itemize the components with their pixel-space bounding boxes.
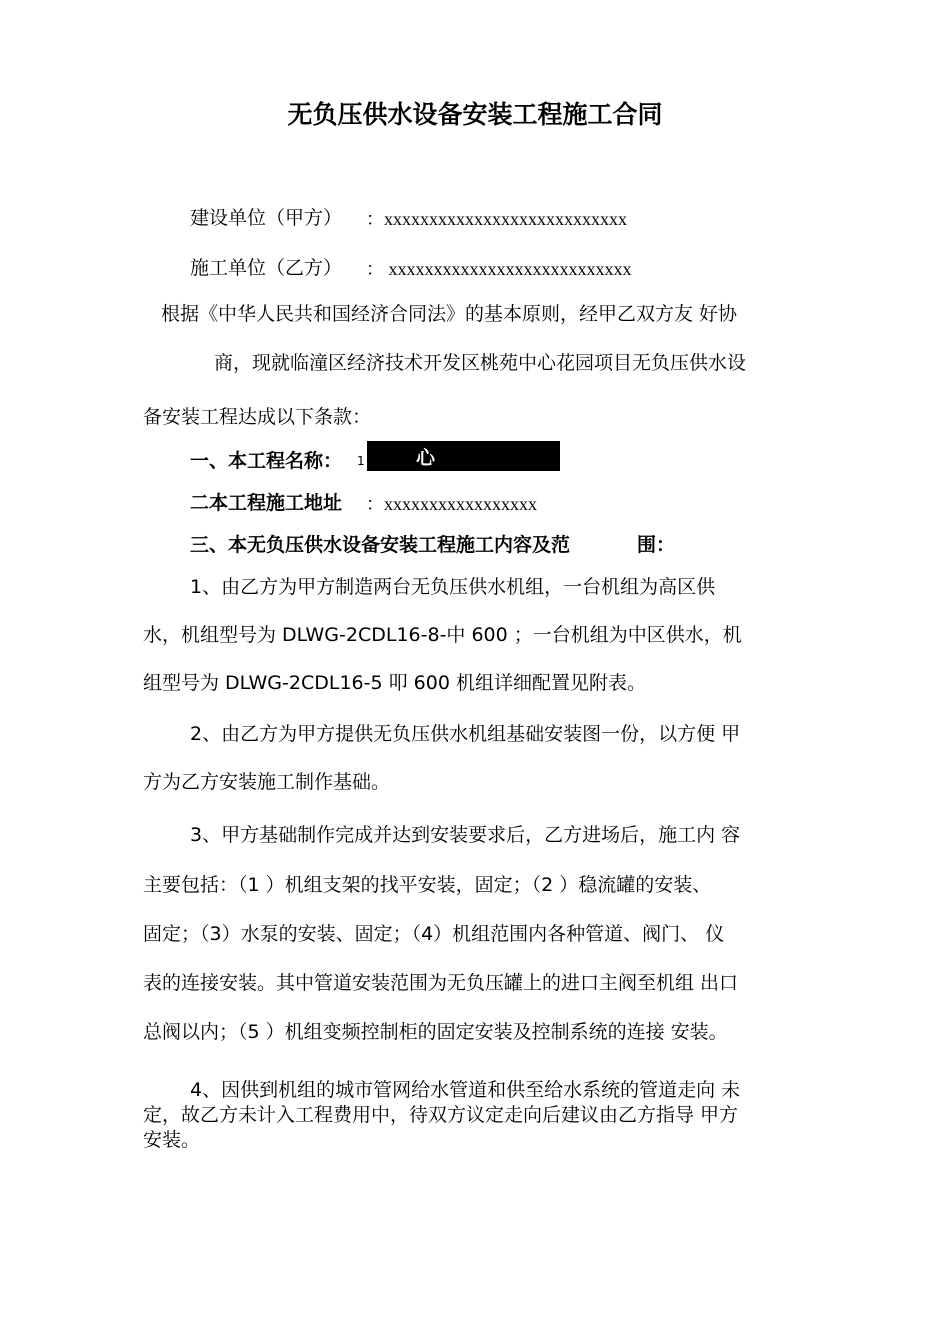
contract-title: 无负压供水设备安装工程施工合同 [287, 100, 663, 129]
redacted-project-name: 心 [416, 447, 436, 469]
paragraph-4-line-2: 定，故乙方未计入工程费用中，待双方议定走向后建议由乙方指导 甲方 [143, 1104, 739, 1126]
party-b-label: 施工单位（乙方） [190, 257, 343, 279]
preamble-line-3: 备安装工程达成以下条款： [143, 406, 372, 428]
paragraph-3-line-5: 总阀以内；（5 ）机组变频控制柜的固定安装及控制系统的连接 安装。 [143, 1021, 728, 1043]
paragraph-1-line-3: 组型号为 DLWG-2CDL16-5 叩 600 机组详细配置见附表。 [143, 672, 646, 694]
paragraph-1-line-2: 水，机组型号为 DLWG-2CDL16-8-中 600 ；一台机组为中区供水，机 [143, 624, 742, 646]
section-2-label: 二本工程施工地址 [190, 492, 343, 514]
paragraph-4-line-3: 安装。 [143, 1129, 201, 1151]
section-3-label: 三、本无负压供水设备安装工程施工内容及范 [190, 534, 571, 556]
paragraph-2-line-2: 方为乙方安装施工制作基础。 [143, 771, 391, 793]
section-1-label: 一、本工程名称： [190, 450, 343, 472]
section-1-small-number: 1 [357, 454, 365, 468]
preamble-line-1: 根据《中华人民共和国经济合同法》的基本原则，经甲乙双方友 好协 [161, 303, 738, 325]
party-a-value: ：xxxxxxxxxxxxxxxxxxxxxxxxxxx [366, 209, 627, 229]
paragraph-2-line-1: 2、由乙方为甲方提供无负压供水机组基础安装图一份，以方便 甲 [190, 723, 741, 745]
paragraph-3-line-3: 固定；（3）水泵的安装、固定；（4）机组范围内各种管道、阀门、 仪 [143, 923, 725, 945]
paragraph-3-line-2: 主要包括：（1 ）机组支架的找平安装，固定；（2 ）稳流罐的安装、 [143, 874, 712, 896]
section-2-value: ：xxxxxxxxxxxxxxxxx [366, 494, 537, 514]
party-a-label: 建设单位（甲方） [190, 207, 343, 229]
paragraph-3-line-1: 3、甲方基础制作完成并达到安装要求后，乙方进场后，施工内 容 [190, 824, 741, 846]
redaction-block [367, 441, 560, 471]
party-b-value: ： xxxxxxxxxxxxxxxxxxxxxxxxxxx [366, 259, 632, 279]
section-3-label-tail: 围： [637, 534, 676, 556]
preamble-line-2: 商，现就临潼区经济技术开发区桃苑中心花园项目无负压供水设 [214, 352, 747, 374]
paragraph-4-line-1: 4、因供到机组的城市管网给水管道和供至给水系统的管道走向 未 [190, 1079, 741, 1101]
paragraph-1-line-1: 1、由乙方为甲方制造两台无负压供水机组，一台机组为高区供 [190, 576, 716, 598]
paragraph-3-line-4: 表的连接安装。其中管道安装范围为无负压罐上的进口主阀至机组 出口 [143, 972, 739, 994]
